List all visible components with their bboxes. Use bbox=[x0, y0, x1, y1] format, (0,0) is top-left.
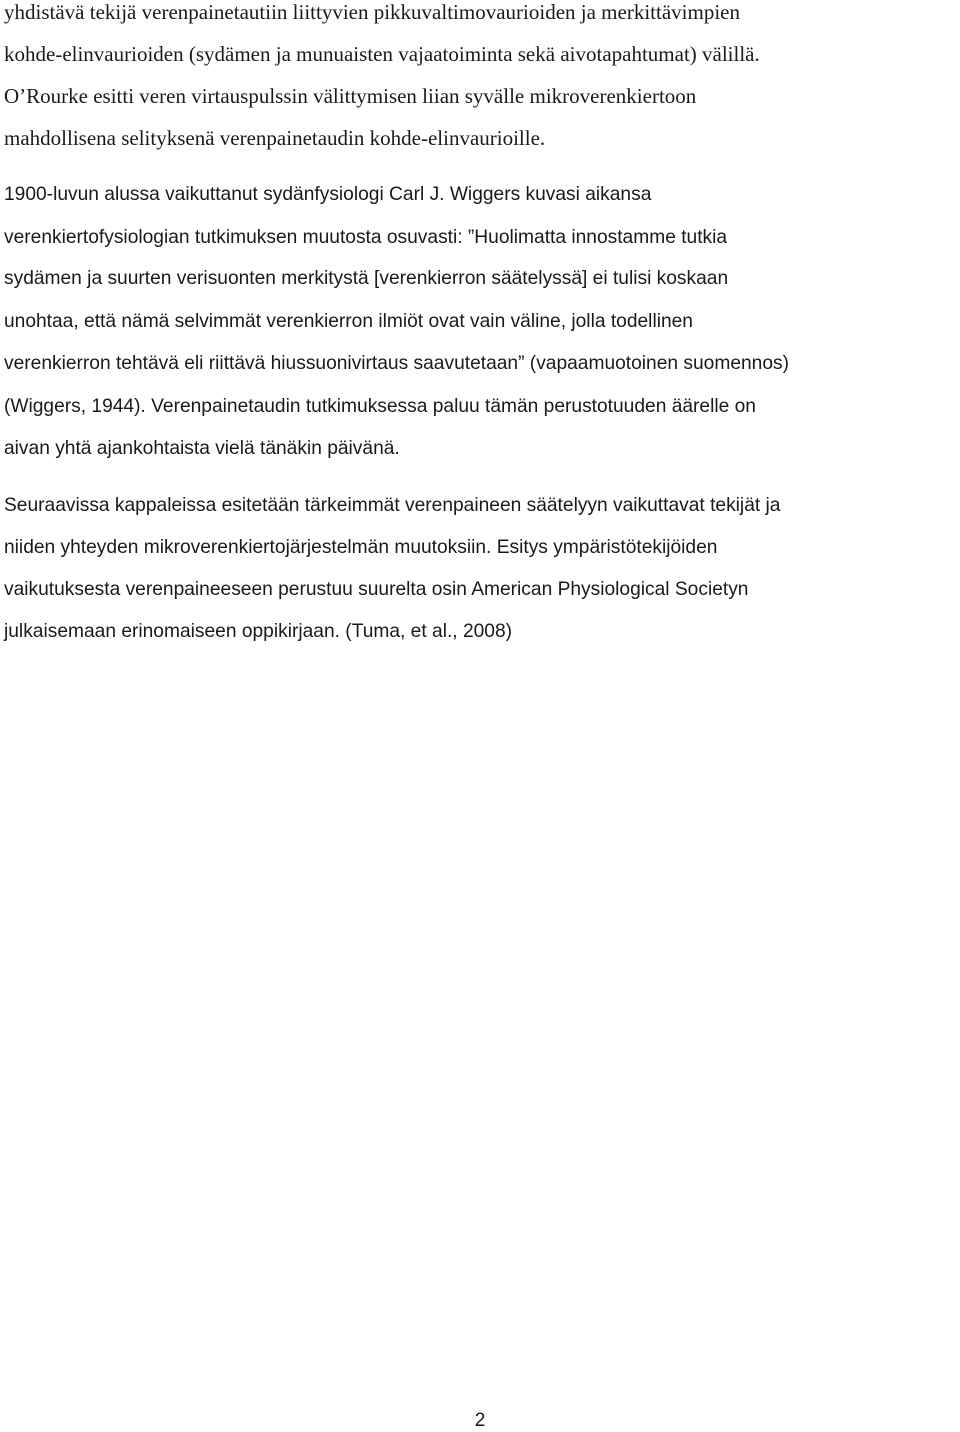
wiggers-line-1: 1900-luvun alussa vaikuttanut sydänfysiologi Carl J. Wiggers kuvasi aikansa bbox=[4, 184, 652, 205]
intro-line-1: yhdistävä tekijä verenpainetautiin liittyvien pikkuvaltimovaurioiden ja merkittävimpien bbox=[4, 0, 740, 24]
next-line-4: julkaisemaan erinomaiseen oppikirjaan. (Tuma, et al., 2008) bbox=[4, 621, 513, 642]
wiggers-line-6: (Wiggers, 1944). Verenpainetaudin tutkimuksessa paluu tämän perustotuuden äärelle on bbox=[4, 396, 756, 417]
wiggers-line-5: verenkierron tehtävä eli riittävä hiussuonivirtaus saavutetaan” (vapaamuotoinen suomennos) bbox=[4, 353, 789, 374]
intro-line-3: O’Rourke esitti veren virtauspulssin välittymisen liian syvälle mikroverenkiertoon bbox=[4, 84, 697, 108]
wiggers-line-3: sydämen ja suurten verisuonten merkitystä [verenkierron säätelyssä] ei tulisi koskaan bbox=[4, 268, 729, 289]
wiggers-line-4: unohtaa, että nämä selvimmät verenkierron ilmiöt ovat vain väline, jolla todellinen bbox=[4, 311, 693, 332]
next-line-2: niiden yhteyden mikroverenkiertojärjestelmän muutoksiin. Esitys ympäristötekijöiden bbox=[4, 537, 718, 558]
wiggers-line-2: verenkiertofysiologian tutkimuksen muutosta osuvasti: ”Huolimatta innostamme tutkia bbox=[4, 227, 728, 248]
intro-line-2: kohde-elinvaurioiden (sydämen ja munuaisten vajaatoiminta sekä aivotapahtumat) välillä. bbox=[4, 42, 760, 66]
intro-line-4: mahdollisena selityksenä verenpainetaudin kohde-elinvaurioille. bbox=[4, 126, 546, 150]
next-line-1: Seuraavissa kappaleissa esitetään tärkeimmät verenpaineen säätelyyn vaikuttavat tekijät ja bbox=[4, 495, 781, 516]
wiggers-line-7: aivan yhtä ajankohtaista vielä tänäkin päivänä. bbox=[4, 438, 400, 459]
page-number: 2 bbox=[474, 1410, 486, 1431]
next-line-3: vaikutuksesta verenpaineeseen perustuu suurelta osin American Physiological Societyn bbox=[4, 579, 749, 600]
